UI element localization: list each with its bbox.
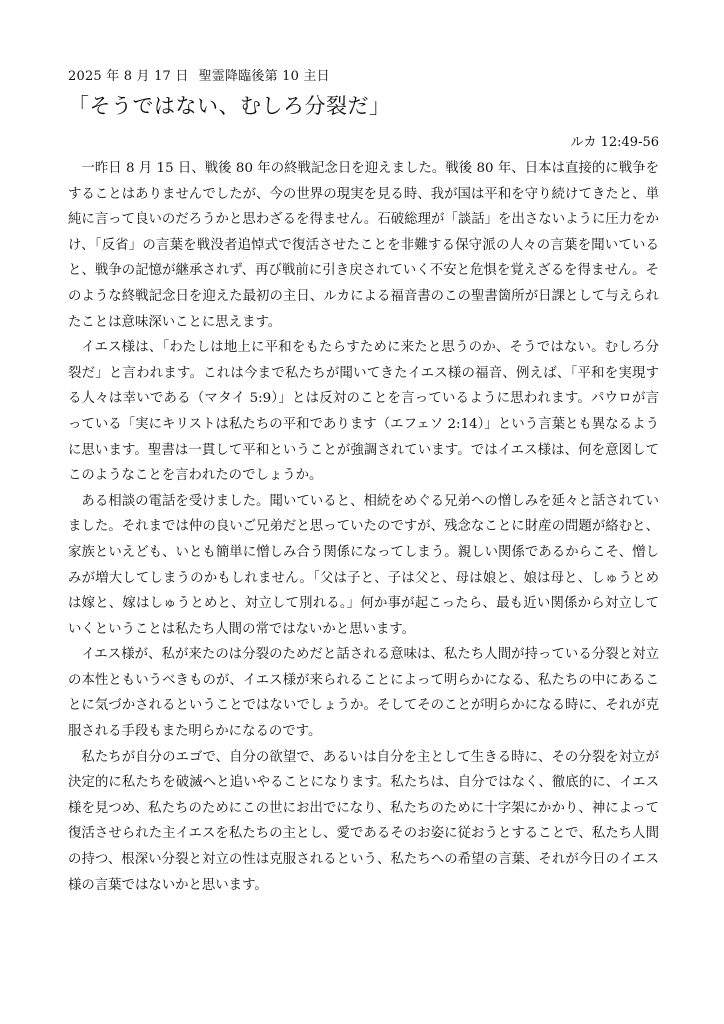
sermon-body [68,156,659,898]
body-paragraph: 一昨日 8 月 15 日、戦後 80 年の終戦記念日を迎えました。戦後 80 年、日本は直接的に戦争をすることはありませんでしたが、今の世界の現実を見る時、我が国は平和を守り続けてきたと、単純に言って良いのだろうかと思わざるを得ません。石破総理が「談話」を出さないように圧力をかけ、「反省」の言葉を戦没者追悼式で復活させたことを非難する保守派の人々の言葉を聞いていると、戦争の記憶が継承されず、再び戦前に引き戻されていく不安と危惧を覚えざるを得ません。そのような終戦記念日を迎えた最初の主日、ルカによる福音書のこの聖書箇所が日課として与えられたことは意味深いことに思えます。 [68,161,659,330]
sermon-title: 「そうではない、むしろ分裂だ」 [68,94,391,118]
service-date: 2025 年 8 月 17 日 [68,69,189,84]
body-paragraph: 私たちが自分のエゴで、自分の欲望で、あるいは自分を主として生きる時に、その分裂を対立が決定的に私たちを破滅へと追いやることになります。私たちは、自分ではなく、徹底的に、イエス様を見つめ、私たちのためにこの世にお出でになり、私たちのために十字架にかかり、神によって復活させられた主イエスを私たちの主とし、愛であるそのお姿に従おうとすることで、私たち人間の持つ、根深い分裂と対立の性は克服されるという、私たちへの希望の言葉、それが今日のイエス様の言葉ではないかと思います。 [68,749,659,893]
body-paragraph: ある相談の電話を受けました。聞いていると、相続をめぐる兄弟への憎しみを延々と話されていました。それまでは仲の良いご兄弟だと思っていたのですが、残念なことに財産の問題が絡むと、家族といえども、いとも簡単に憎しみ合う関係になってしまう。親しい関係であるからこそ、憎しみが増大してしまうのかもしれません。「父は子と、子は父と、母は娘と、娘は母と、しゅうとめは嫁と、嫁はしゅうとめと、対立して別れる。」何か事が起こったら、最も近い関係から対立していくということは私たち人間の常ではないかと思います。 [68,493,659,637]
liturgical-occasion: 聖霊降臨後第 10 主日 [198,69,330,84]
body-paragraph: イエス様は、「わたしは地上に平和をもたらすために来たと思うのか、そうではない。むしろ分裂だ」と言われます。これは今まで私たちが聞いてきたイエス様の福音、例えば、「平和を実現する人々は幸いである（マタイ 5:9）」とは反対のことを言っているように思われます。パウロが言っている「実にキリストは私たちの平和であります（エフェソ 2:14）」という言葉とも異なるように思います。聖書は一貫して平和ということが強調されています。ではイエス様は、何を意図してこのようなことを言われたのでしょうか。 [68,340,659,484]
dateline [68,68,659,86]
document-page [68,68,659,898]
body-paragraph: イエス様が、私が来たのは分裂のためだと話される意味は、私たち人間が持っている分裂と対立の本性ともいうべきものが、イエス様が来られることによって明らかになる、私たちの中にあることに気づかされるということではないでしょうか。そしてそのことが明らかになる時に、それが克服される手段もまた明らかになるのです。 [68,647,659,740]
scripture-reference: ルカ 12:49-56 [570,135,659,150]
